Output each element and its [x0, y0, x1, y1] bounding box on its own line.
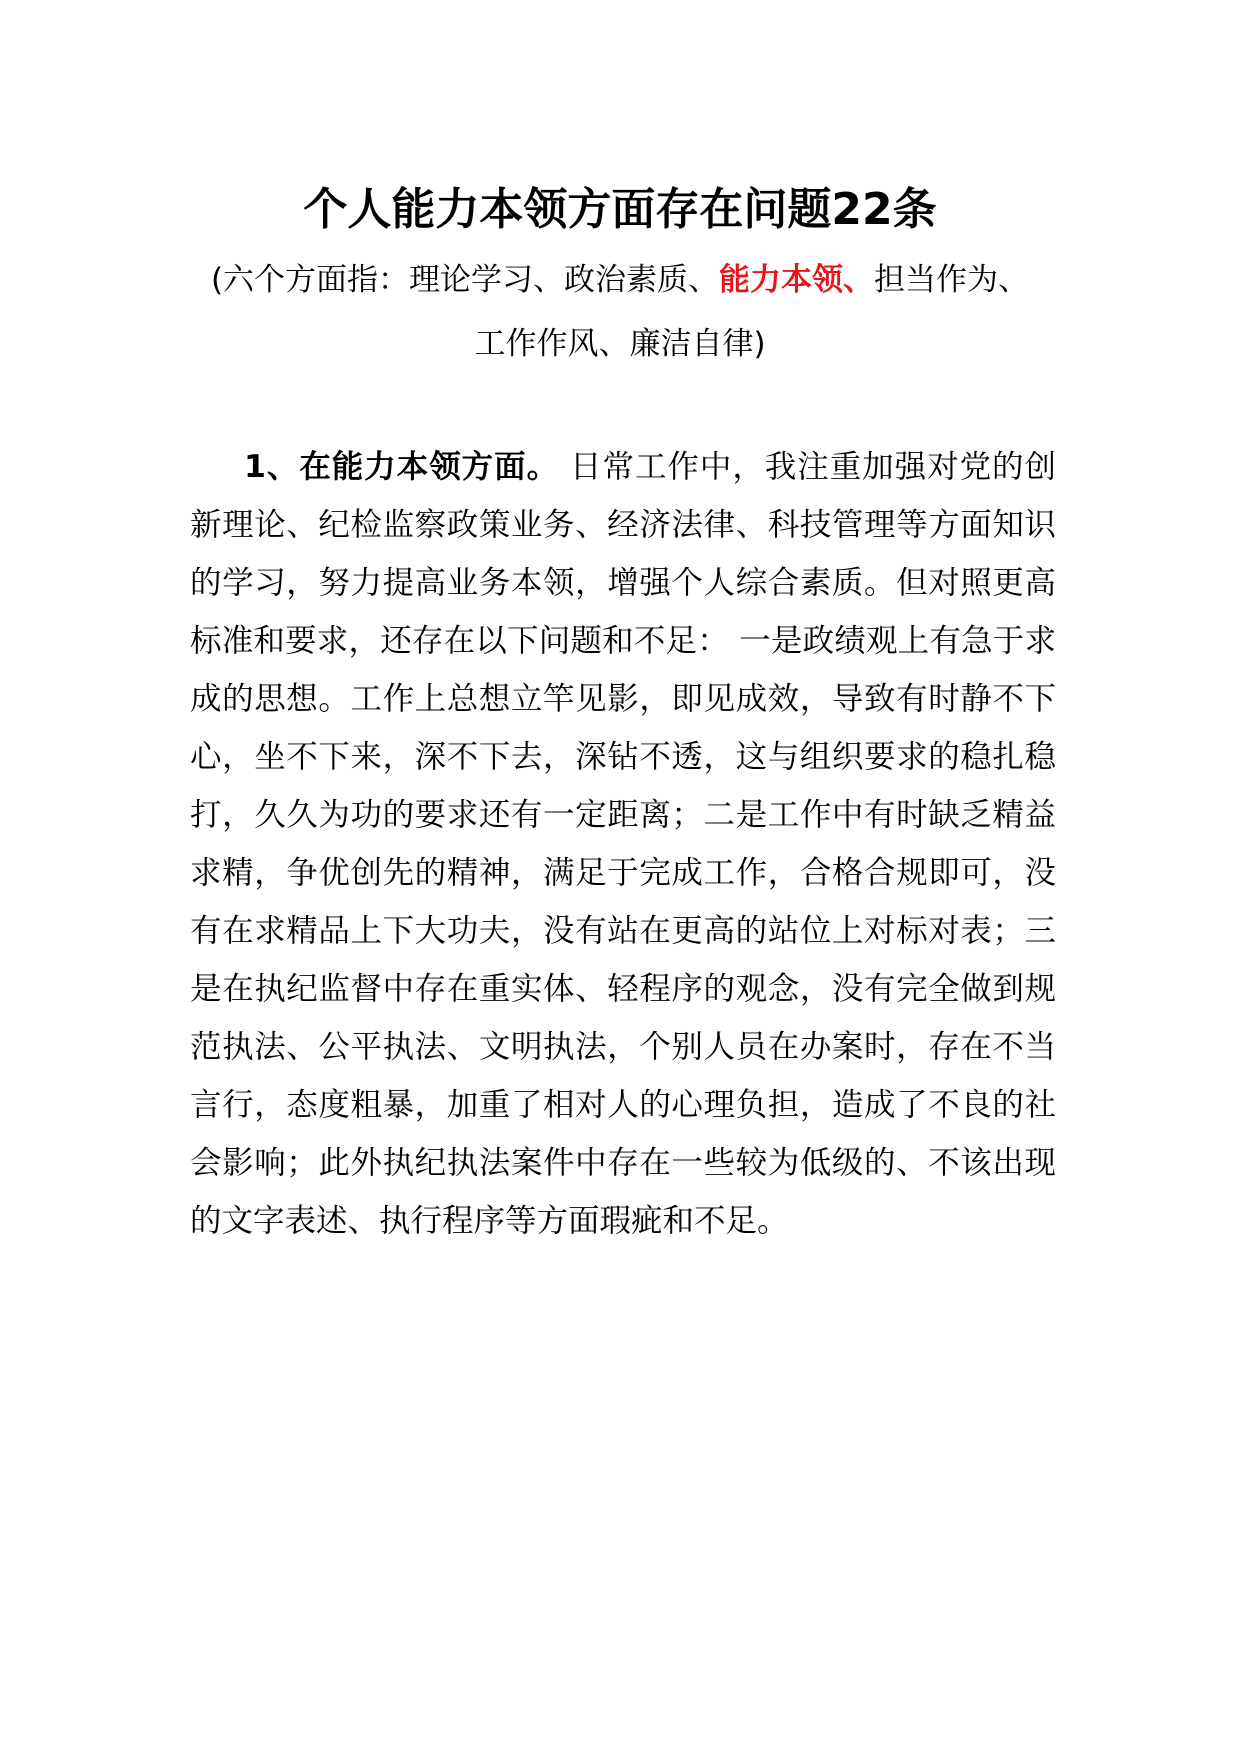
subtitle-text-before: (六个方面指：理论学习、政治素质、 — [210, 262, 720, 298]
body-paragraph — [190, 438, 1056, 1250]
subtitle-highlight: 能力本领、 — [719, 262, 875, 298]
paragraph-lead-heading: 1、在能力本领方面。 — [244, 449, 560, 485]
document-subtitle — [200, 248, 1040, 376]
document-title: 个人能力本领方面存在问题22条 — [303, 184, 937, 235]
subtitle-text-after: 担当作为、工作作风、廉洁自律) — [474, 262, 1030, 362]
paragraph-body-text: 日常工作中，我注重加强对党的创新理论、纪检监察政策业务、经济法律、科技管理等方面知识的学习，努力提高业务本领，增强个人综合素质。但对照更高标准和要求，还存在以下问题和不足： 一是政绩观上有急于求成的思想。工作上总想立竿见影，即见成效，导致有时静不下心，坐不下来，深不下去，深钻不透，这与组织要求的稳扎稳打，久久为功的要求还有一定距离；二是工作中有时缺乏精益求精，争优创先的精神，满足于完成工作，合格合规即可，没有在求精品上下大功夫，没有站在更高的站位上对标对表；三是在执纪监督中存在重实体、轻程序的观念，没有完全做到规范执法、公平执法、文明执法，个别人员在办案时，存在不当言行，态度粗暴，加重了相对人的心理负担，造成了不良的社会影响；此外执纪执法案件中存在一些较为低级的、不该出现的文字表述、执行程序等方面瑕疵和不足。 — [190, 449, 1056, 1239]
